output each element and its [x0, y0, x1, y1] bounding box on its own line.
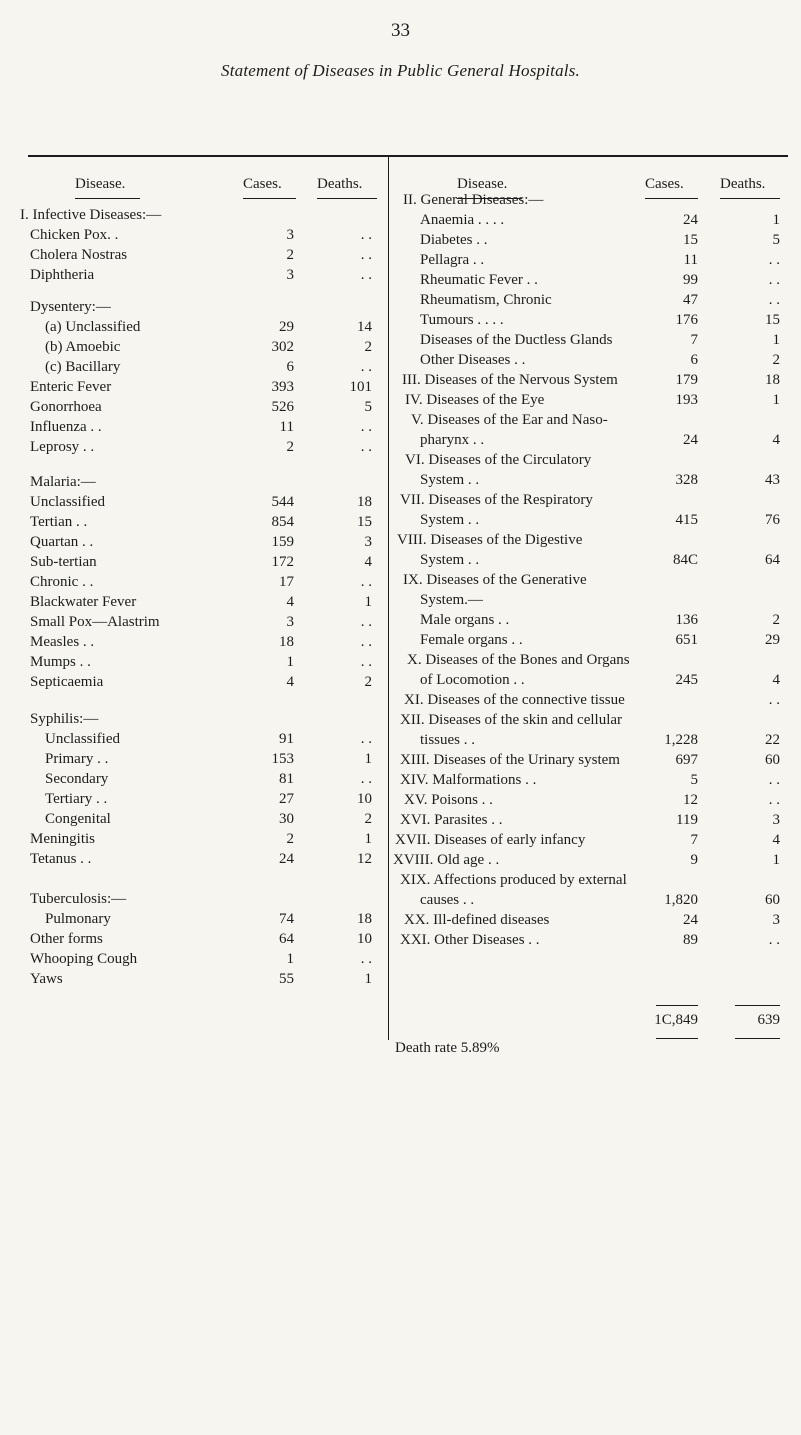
right-table-label: Rheumatic Fever . .	[420, 272, 538, 288]
right-table-label: XXI. Other Diseases . .	[400, 932, 540, 948]
right-table-row	[0, 790, 801, 810]
right-table-cases: 651	[675, 632, 698, 648]
left-table-label: Tetanus . .	[30, 851, 92, 867]
left-table-cases: 30	[279, 811, 294, 827]
left-table-cases: 4	[286, 594, 294, 610]
right-table-row	[0, 430, 801, 450]
left-table-label: Secondary	[45, 771, 109, 787]
right-table-label: XII. Diseases of the skin and cellular	[400, 712, 623, 728]
right-table-cases: 6	[690, 352, 698, 368]
right-header-cases: Cases.	[645, 176, 684, 192]
right-table-label: Diseases of the Ductless Glands	[420, 332, 613, 348]
left-table-label: (a) Unclassified	[45, 319, 141, 335]
left-table-label: Sub-tertian	[30, 554, 97, 570]
left-table-label: Other forms	[30, 931, 103, 947]
left-table-label: Gonorrhoea	[30, 399, 102, 415]
right-table-cases: 193	[675, 392, 698, 408]
right-table-deaths: 4	[772, 672, 780, 688]
left-table-cases: 81	[279, 771, 294, 787]
right-table-row	[0, 490, 801, 510]
right-table-row	[0, 470, 801, 490]
left-table-deaths: 2	[364, 811, 372, 827]
right-table-cases: 7	[690, 832, 698, 848]
left-table-deaths: . .	[360, 359, 372, 375]
right-table-label: Diabetes . .	[420, 232, 488, 248]
left-table-label: (b) Amoebic	[45, 339, 121, 355]
right-table-row	[0, 450, 801, 470]
right-table-label: Anaemia . . . .	[420, 212, 505, 228]
left-table-cases: 1	[286, 951, 294, 967]
right-table-label: Pellagra . .	[420, 252, 485, 268]
left-table-label: Tertian . .	[30, 514, 88, 530]
right-table-label: IV. Diseases of the Eye	[405, 392, 545, 408]
left-table-label: (c) Bacillary	[45, 359, 121, 375]
left-table-cases: 3	[286, 267, 294, 283]
left-table-label: Unclassified	[45, 731, 120, 747]
left-table-label: I. Infective Diseases:—	[20, 207, 162, 223]
left-table-cases: 2	[286, 247, 294, 263]
left-table-deaths: . .	[360, 227, 372, 243]
left-table-deaths: 5	[364, 399, 372, 415]
left-table-cases: 172	[271, 554, 294, 570]
left-table-label: Chronic . .	[30, 574, 94, 590]
left-table-cases: 29	[279, 319, 294, 335]
top-rule	[28, 155, 788, 157]
left-table-label: Blackwater Fever	[30, 594, 137, 610]
right-table-label: XIII. Diseases of the Urinary system	[400, 752, 620, 768]
left-table-deaths: . .	[360, 419, 372, 435]
left-table-deaths: . .	[360, 267, 372, 283]
left-table-label: Chicken Pox. .	[30, 227, 119, 243]
left-table-cases: 544	[271, 494, 294, 510]
right-table-label: XI. Diseases of the connective tissue	[404, 692, 625, 708]
right-table-cases: 24	[683, 432, 698, 448]
left-table-label: Dysentery:—	[30, 299, 111, 315]
left-table-deaths: 10	[357, 791, 372, 807]
left-table-label: Meningitis	[30, 831, 96, 847]
right-table-cases: 179	[675, 372, 698, 388]
right-table-deaths: . .	[768, 692, 780, 708]
left-table-deaths: . .	[360, 771, 372, 787]
right-header-deaths: Deaths.	[720, 176, 766, 192]
total-rule-cases-bottom	[656, 1038, 698, 1039]
right-table-cases: 176	[675, 312, 698, 328]
right-header-disease: Disease.	[457, 176, 508, 192]
right-table-label: System . .	[420, 472, 480, 488]
left-table-deaths: 18	[357, 494, 372, 510]
left-table-deaths: 3	[364, 534, 372, 550]
left-table-label: Unclassified	[30, 494, 105, 510]
right-table-label: pharynx . .	[420, 432, 485, 448]
total-deaths: 639	[757, 1012, 780, 1028]
left-table-deaths: 4	[364, 554, 372, 570]
right-table-cases: 119	[676, 812, 698, 828]
left-table-cases: 74	[279, 911, 294, 927]
right-table-deaths: . .	[768, 772, 780, 788]
left-table-cases: 302	[271, 339, 294, 355]
right-table-deaths: 2	[772, 612, 780, 628]
page-title: Statement of Diseases in Public General Hospitals.	[221, 61, 580, 80]
right-table-row	[0, 870, 801, 890]
left-table-label: Quartan . .	[30, 534, 94, 550]
left-table-label: Congenital	[45, 811, 111, 827]
right-table-cases: 1,228	[664, 732, 698, 748]
left-table-deaths: 101	[349, 379, 372, 395]
right-table-deaths: 1	[772, 212, 780, 228]
right-table-deaths: 15	[765, 312, 780, 328]
right-table-label: System.—	[420, 592, 483, 608]
right-table-label: II. General Diseases:—	[403, 192, 544, 208]
left-table-label: Influenza . .	[30, 419, 102, 435]
right-table-label: XIX. Affections produced by external	[400, 872, 627, 888]
right-table-row	[0, 850, 801, 870]
right-table-row	[0, 190, 801, 210]
right-table-cases: 89	[683, 932, 698, 948]
left-table-cases: 4	[286, 674, 294, 690]
left-table-cases: 11	[279, 419, 294, 435]
right-table-row	[0, 230, 801, 250]
right-table-row	[0, 750, 801, 770]
right-table-row	[0, 510, 801, 530]
death-rate: Death rate 5.89%	[395, 1040, 500, 1056]
right-table-deaths: . .	[768, 792, 780, 808]
right-table-cases: 245	[675, 672, 698, 688]
left-table-row	[0, 949, 801, 969]
left-table-deaths: . .	[360, 654, 372, 670]
left-table-cases: 2	[286, 439, 294, 455]
right-table-label: XV. Poisons . .	[404, 792, 493, 808]
right-table-label: VIII. Diseases of the Digestive	[397, 532, 583, 548]
right-table-label: X. Diseases of the Bones and Organs	[407, 652, 630, 668]
left-table-cases: 393	[271, 379, 294, 395]
right-table-label: Tumours . . . .	[420, 312, 504, 328]
left-table-cases: 153	[271, 751, 294, 767]
right-table-deaths: . .	[768, 272, 780, 288]
right-table-deaths: . .	[768, 252, 780, 268]
left-table-deaths: . .	[360, 731, 372, 747]
right-table-row	[0, 890, 801, 910]
right-table-cases: 7	[690, 332, 698, 348]
right-table-row	[0, 630, 801, 650]
right-table-deaths: 1	[772, 852, 780, 868]
left-table-cases: 6	[286, 359, 294, 375]
right-table-label: IX. Diseases of the Generative	[403, 572, 587, 588]
right-table-cases: 415	[675, 512, 698, 528]
left-table-deaths: 1	[364, 971, 372, 987]
right-table-deaths: 60	[765, 752, 780, 768]
right-table-deaths: 60	[765, 892, 780, 908]
right-table-row	[0, 930, 801, 950]
right-table-row	[0, 270, 801, 290]
left-table-cases: 3	[286, 614, 294, 630]
left-table-deaths: . .	[360, 439, 372, 455]
left-table-cases: 3	[286, 227, 294, 243]
right-table-label: V. Diseases of the Ear and Naso-	[411, 412, 608, 428]
page-number: 33	[391, 20, 410, 41]
right-table-label: tissues . .	[420, 732, 476, 748]
left-table-deaths: . .	[360, 951, 372, 967]
right-table-row	[0, 310, 801, 330]
right-table-deaths: . .	[768, 932, 780, 948]
left-table-cases: 91	[279, 731, 294, 747]
left-table-label: Tuberculosis:—	[30, 891, 127, 907]
left-table-deaths: 14	[357, 319, 372, 335]
left-table-label: Leprosy . .	[30, 439, 95, 455]
right-table-label: System . .	[420, 552, 480, 568]
left-table-cases: 24	[279, 851, 294, 867]
right-table-cases: 328	[675, 472, 698, 488]
right-table-deaths: 3	[772, 912, 780, 928]
right-table-cases: 15	[683, 232, 698, 248]
right-table-deaths: 3	[772, 812, 780, 828]
left-table-cases: 17	[279, 574, 294, 590]
left-table-cases: 159	[271, 534, 294, 550]
right-table-deaths: 64	[765, 552, 780, 568]
right-table-label: Other Diseases . .	[420, 352, 526, 368]
left-table-cases: 2	[286, 831, 294, 847]
left-table-label: Diphtheria	[30, 267, 95, 283]
right-table-cases: 11	[683, 252, 698, 268]
left-table-deaths: . .	[360, 574, 372, 590]
left-table-deaths: 2	[364, 339, 372, 355]
right-table-label: Male organs . .	[420, 612, 510, 628]
total-row	[0, 1010, 801, 1030]
left-table-deaths: 12	[357, 851, 372, 867]
right-table-label: XIV. Malformations . .	[400, 772, 537, 788]
left-table-deaths: 18	[357, 911, 372, 927]
left-table-label: Pulmonary	[45, 911, 111, 927]
right-table-deaths: 2	[772, 352, 780, 368]
right-table-cases: 12	[683, 792, 698, 808]
right-table-row	[0, 290, 801, 310]
right-table-deaths: 1	[772, 392, 780, 408]
right-table-row	[0, 210, 801, 230]
left-table-cases: 64	[279, 931, 294, 947]
right-table-cases: 24	[683, 912, 698, 928]
left-header-disease: Disease.	[75, 176, 126, 192]
left-table-label: Cholera Nostras	[30, 247, 128, 263]
right-table-row	[0, 810, 801, 830]
total-rule-deaths-top	[735, 1005, 780, 1006]
left-table-deaths: . .	[360, 634, 372, 650]
right-table-row	[0, 530, 801, 550]
right-table-label: XVI. Parasites . .	[400, 812, 503, 828]
right-table-row	[0, 250, 801, 270]
right-table-row	[0, 610, 801, 630]
right-table-row	[0, 650, 801, 670]
left-table-deaths: 1	[364, 751, 372, 767]
left-table-cases: 18	[279, 634, 294, 650]
total-cases: 1C,849	[654, 1012, 698, 1028]
right-table-label: of Locomotion . .	[420, 672, 525, 688]
right-table-deaths: 4	[772, 432, 780, 448]
right-table-row	[0, 710, 801, 730]
right-table-cases: 5	[690, 772, 698, 788]
left-header-deaths: Deaths.	[317, 176, 363, 192]
left-table-label: Measles . .	[30, 634, 95, 650]
left-table-label: Primary . .	[45, 751, 109, 767]
right-table-label: VI. Diseases of the Circulatory	[405, 452, 592, 468]
left-table-label: Tertiary . .	[45, 791, 108, 807]
right-table-deaths: 4	[772, 832, 780, 848]
right-table-cases: 24	[683, 212, 698, 228]
left-table-cases: 526	[271, 399, 294, 415]
right-table-label: III. Diseases of the Nervous System	[402, 372, 618, 388]
left-table-deaths: 10	[357, 931, 372, 947]
right-table-cases: 84C	[672, 552, 698, 568]
left-table-label: Septicaemia	[30, 674, 104, 690]
left-table-label: Enteric Fever	[30, 379, 112, 395]
right-table-row	[0, 830, 801, 850]
right-table-label: XX. Ill-defined diseases	[404, 912, 550, 928]
left-table-deaths: 1	[364, 594, 372, 610]
right-table-deaths: . .	[768, 292, 780, 308]
right-table-label: VII. Diseases of the Respiratory	[400, 492, 593, 508]
left-table-deaths: 2	[364, 674, 372, 690]
right-table-cases: 99	[683, 272, 698, 288]
left-table-label: Small Pox—Alastrim	[30, 614, 160, 630]
left-table-cases: 854	[271, 514, 294, 530]
right-table-row	[0, 410, 801, 430]
right-table-label: causes . .	[420, 892, 475, 908]
right-table-deaths: 5	[772, 232, 780, 248]
right-table-row	[0, 670, 801, 690]
right-table-deaths: 22	[765, 732, 780, 748]
right-table-label: XVII. Diseases of early infancy	[395, 832, 586, 848]
right-table-cases: 9	[690, 852, 698, 868]
right-table-row	[0, 910, 801, 930]
right-table-row	[0, 590, 801, 610]
right-table-cases: 697	[675, 752, 698, 768]
right-table-label: Rheumatism, Chronic	[420, 292, 552, 308]
right-table-deaths: 43	[765, 472, 780, 488]
right-table-label: System . .	[420, 512, 480, 528]
left-header-cases: Cases.	[243, 176, 282, 192]
right-table-row	[0, 770, 801, 790]
right-table-row	[0, 730, 801, 750]
right-table-cases: 1,820	[664, 892, 698, 908]
right-table-row	[0, 570, 801, 590]
left-table-deaths: 1	[364, 831, 372, 847]
right-table-row	[0, 350, 801, 370]
total-rule-cases-top	[656, 1005, 698, 1006]
right-table-row	[0, 330, 801, 350]
left-table-label: Mumps . .	[30, 654, 91, 670]
total-rule-deaths-bottom	[735, 1038, 780, 1039]
right-table-row	[0, 370, 801, 390]
right-table-cases: 136	[675, 612, 698, 628]
right-table-cases: 47	[683, 292, 698, 308]
left-table-row	[0, 969, 801, 989]
right-table-deaths: 18	[765, 372, 780, 388]
right-table-row	[0, 690, 801, 710]
right-table-deaths: 1	[772, 332, 780, 348]
right-table-label: XVIII. Old age . .	[393, 852, 500, 868]
right-table-label: Female organs . .	[420, 632, 523, 648]
right-table-row	[0, 390, 801, 410]
left-table-deaths: 15	[357, 514, 372, 530]
left-table-deaths: . .	[360, 247, 372, 263]
left-table-label: Syphilis:—	[30, 711, 99, 727]
left-table-cases: 1	[286, 654, 294, 670]
left-table-label: Malaria:—	[30, 474, 96, 490]
left-table-deaths: . .	[360, 614, 372, 630]
right-table-row	[0, 550, 801, 570]
right-table-deaths: 29	[765, 632, 780, 648]
left-table-cases: 27	[279, 791, 294, 807]
right-table-deaths: 76	[765, 512, 780, 528]
left-table-cases: 55	[279, 971, 294, 987]
left-table-label: Yaws	[30, 971, 63, 987]
left-table-label: Whooping Cough	[30, 951, 138, 967]
